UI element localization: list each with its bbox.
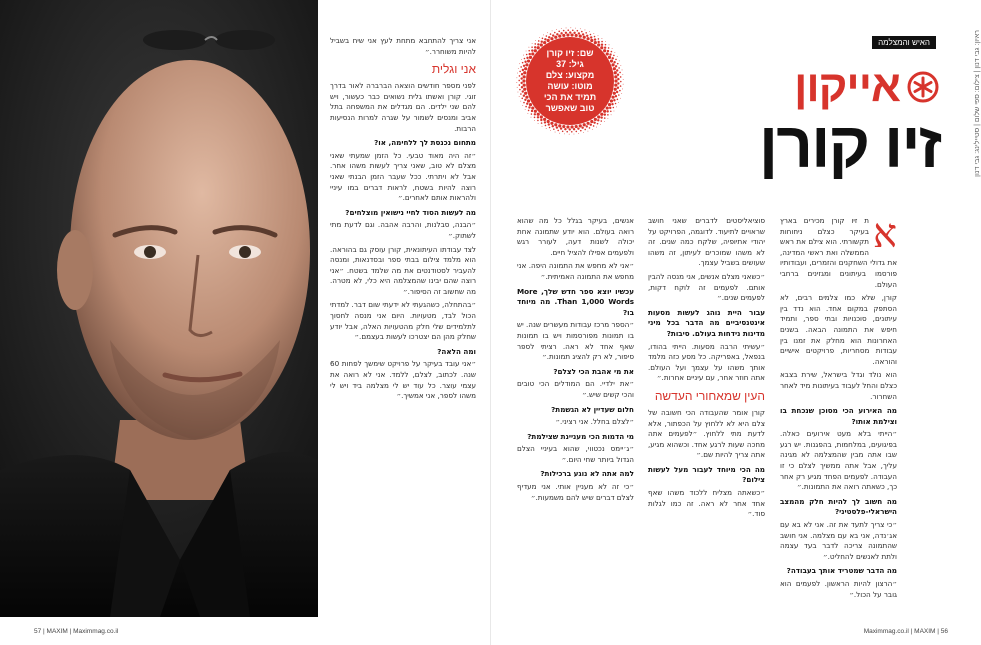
paragraph: ״זה היה מאוד טבעי. כל הזמן שמעתי שאני מצלם לא טוב, שאני צריך לעשות משהו אחר. אבל לא ויתרתי. ככל שעבר הזמן הבנתי שאני רוצה להיות בשטח, לראות דברים במו עיניי ולהראות אותם לאחרים.״ — [330, 150, 476, 203]
question: מה לעשות הסוד לחיי נישואין מוצלחים? — [345, 207, 476, 217]
credits-text: ראיון: גבי דנון | צילום: ספי שלום | סטיילינג: גבי דנון — [974, 30, 981, 177]
folio-right: Maximmag.co.il | MAXIM | 56 — [863, 628, 948, 635]
left-page-column — [330, 36, 476, 606]
paragraph: ״הרצון להיות הראשון. לפעמים הוא גובר על הכול.״ — [780, 579, 897, 599]
paragraph: קורן אומר שהעבודה הכי חשובה של צלם היא לא ללחוץ על הכפתור, אלא לדעת מתי ללחוץ. ״לפעמים אתה מחכה שעות לרגע אחד. וכשהוא מגיע, אתה צריך להיות שם.״ — [648, 407, 765, 460]
badge-text — [515, 26, 625, 136]
question: את מי אהבת הכי לצלם? — [553, 366, 634, 376]
kicker-text: אייקון — [794, 62, 900, 111]
question: מה האירוע הכי מסוכן שנכחת בו וצילמת אותו? — [780, 406, 897, 426]
section-tag: האיש והמצלמה — [872, 36, 936, 49]
paragraph: ״כשאני מצלם אנשים, אני מנסה להבין אותם. לפעמים זה לוקח דקות, לפעמים שנים.״ — [648, 271, 765, 303]
paragraph: ״הבנה, סבלנות, והרבה אהבה. וגם לדעת מתי לשתוק.״ — [330, 220, 476, 240]
question: עבור היית נוהג לעשות מסעות אינטנסיביים מה הדבר בכל מיני מדינות נידחות בעולם. סיבות? — [648, 307, 765, 338]
paragraph: ״כי צריך לתעד את זה. אני לא בא עם אג׳נדה, אני בא עם מצלמה. אני חושב שהתמונה צריכה לדבר בעד עצמה ולתת לאנשים להחליט.״ — [780, 520, 897, 561]
asterisk-icon — [906, 70, 940, 104]
paragraph: ״ג׳יימס נכטווי, שהוא בעיניי הצלם הגדול ביותר שחי היום.״ — [517, 444, 634, 464]
profile-badge — [515, 26, 625, 136]
paragraph: הוא נולד וגדל בישראל, שירת בצבא כצלם והחל לעבוד בעיתונות מיד לאחר השחרור. — [780, 370, 897, 401]
folio-left: 57 | MAXIM | Maximmag.co.il — [34, 628, 119, 635]
paragraph: ״כי זה לא מעניין אותי. אני מעדיף לצלם דברים שיש להם משמעות.״ — [517, 482, 634, 502]
subheading: העין שמאחורי העדשה — [654, 388, 765, 403]
badge-line: מקצוע: צלם — [545, 70, 595, 80]
paragraph: ״לצלם בחלל. אני רציני.״ — [555, 417, 634, 427]
dropcap: א — [872, 211, 897, 256]
paragraph: ״הספר מרכז עבודות מעשרים שנה. יש בו תמונות מפורסמות ויש בו תמונות שאף אחד לא ראה. רציתי לספר סיפור, לא רק להציג תמונות.״ — [517, 320, 634, 362]
paragraph: קורן, שלא כמו צלמים רבים, לא הסתפק במקום אחד. הוא נדד בין עיתונים, סוכנויות ובתי ספר, ותמיד חיפש את התמונה הבאה. בשנים האחרונות הוא מחלק את זמנו בין עבודות מסחריות, פרויקטים אישיים והוראה. — [780, 293, 897, 366]
paragraph: ״אני לא מחפש את התמונה היפה. אני מחפש את התמונה האמיתית.״ — [517, 261, 634, 281]
paragraph: לצד עבודתו העיתונאית, קורן עוסק גם בהוראה. הוא מלמד צילום בבתי ספר ובסדנאות, ומנסה להעביר לסטודנטים את מה שלמד בשטח. ״אני רוצה שהם יבינו שהמצלמה היא כלי, לא מטרה. מה שחשוב זה הסיפור.״ — [330, 244, 476, 296]
photo-credits — [962, 30, 981, 590]
paragraph: ״את ילדיי. הם המודלים הכי טובים והכי קשים שיש.״ — [517, 379, 634, 399]
paragraph: לפני מספר חודשים הוצאה הברברה לאור בדרך זוגי. קורן ואשתו גלית נשואים כבר כעשור, ויש להם שני ילדים. הם מגדלים את המשפחה בתל אביב ומנסים לשמור על שגרה למרות הנסיעות הרבות. — [330, 81, 476, 133]
paragraph: ״בהתחלה, כשהגעתי לא ידעתי שום דבר. למדתי הכול לבד, מטעויות. היום אני מנסה לחסוך לתלמידים שלי חלק מהטעויות האלה, אבל יודע שחלק מהן הם יצטרכו לעשות בעצמם.״ — [330, 300, 476, 342]
paragraph: ״עשיתי הרבה מסעות. הייתי בהודו, בנפאל, באפריקה. כל מסע כזה מלמד אותך משהו על עצמך ועל העולם. אתה חוזר אחר, עם עיניים אחרות.״ — [648, 341, 765, 383]
portrait-illustration — [0, 0, 318, 617]
question: עכשיו יוצא ספר חדש שלך, More Than 1,000 Words. מה מיוחד בו? — [517, 286, 634, 317]
badge-line: שם: זיו קורן — [546, 48, 594, 58]
paragraph: אנשים, בעיקר בגלל כל מה שהוא רואה בעולם. הוא יודע שתמונה אחת יכולה לשנות דעה, לעורר רגש ולפעמים אפילו להציל חיים. — [517, 216, 634, 257]
question: למה אתה לא נוגע ברכילות? — [540, 469, 634, 479]
question: חלום שעדיין לא הגשמת? — [551, 404, 634, 414]
kicker-title — [794, 62, 940, 112]
badge-line: מוטו: עושה — [547, 81, 593, 91]
question: מי הדמות הכי מעניינת שצילמת? — [527, 431, 634, 441]
paragraph: ״כשאתה מצליח ללכוד משהו שאף אחד אחר לא ראה. זה כמו לגלות סוד.״ — [648, 488, 765, 519]
question: ומה הלאה? — [437, 346, 476, 356]
paragraph: סוציאליסטים לדברים שאני חושב שראויים לתיעוד. לדוגמה, הפרויקט על יהודי אתיופיה, שלקח כמה שנים. זה לא משהו שמוכרים לעיתון, זה משהו שעושים בשביל עצמך. — [648, 216, 765, 268]
paragraph: ״הייתי בלא מעט אירועים כאלה. בפיגועים, במלחמות, בהפגנות. יש רגע שבו אתה מבין שהמצלמה לא מגינה עליך, אבל אתה ממשיך לצלם כי זו העבודה. לפעמים הפחד מגיע רק אחר כך, כשאתה רואה את התמונות.״ — [780, 429, 897, 492]
question: מה הדבר שמטריד אותך בעבודה? — [786, 566, 897, 576]
page-gutter — [490, 0, 491, 645]
headline-name: זיו קורן — [758, 109, 940, 181]
question: מה הכי מיוחד לעבור מעל לעשות צילום? — [648, 464, 765, 485]
paragraph: אני צריך להתחבא מתחת לעץ אני שיח בשביל להיות משוחרר.״ — [330, 36, 476, 56]
question: מתחום נכנסת לך ללחימה, או? — [374, 138, 476, 148]
question: מה חשוב לך להיות חלק מהמצב הישראלי-פלסטיני? — [780, 496, 897, 517]
paragraph: ״אני עובד בעיקר על פרויקט שימשך לפחות 60 שנה. לכתוב, לצלם, ללמד. אני לא רואה את עצמי עוצר. כל עוד יש לי מצלמה ביד ויש לי משהו לספר, אני אמשיך.״ — [330, 359, 476, 401]
right-page-column-2 — [648, 216, 765, 616]
portrait-photo — [0, 0, 318, 617]
right-page-column-3 — [517, 216, 634, 616]
right-page-column-1 — [780, 211, 897, 616]
badge-line: גיל: 37 — [556, 59, 584, 69]
subheading: אני וגלית — [431, 62, 476, 77]
badge-line: תמיד את הכי — [543, 92, 597, 102]
badge-line: טוב שאפשר — [545, 103, 595, 113]
lead-paragraph: ת זיו קורן מכירים בארץ בעיקר כצלם ניחוחות תקשורתי. הוא צילם את ראש הממשלה ואת ראשי המדינה, את גדולי השחקנים והזמרים, ועבודותיו פורסמו בעיתונים ומגזינים ברחבי העולם. — [780, 216, 897, 289]
